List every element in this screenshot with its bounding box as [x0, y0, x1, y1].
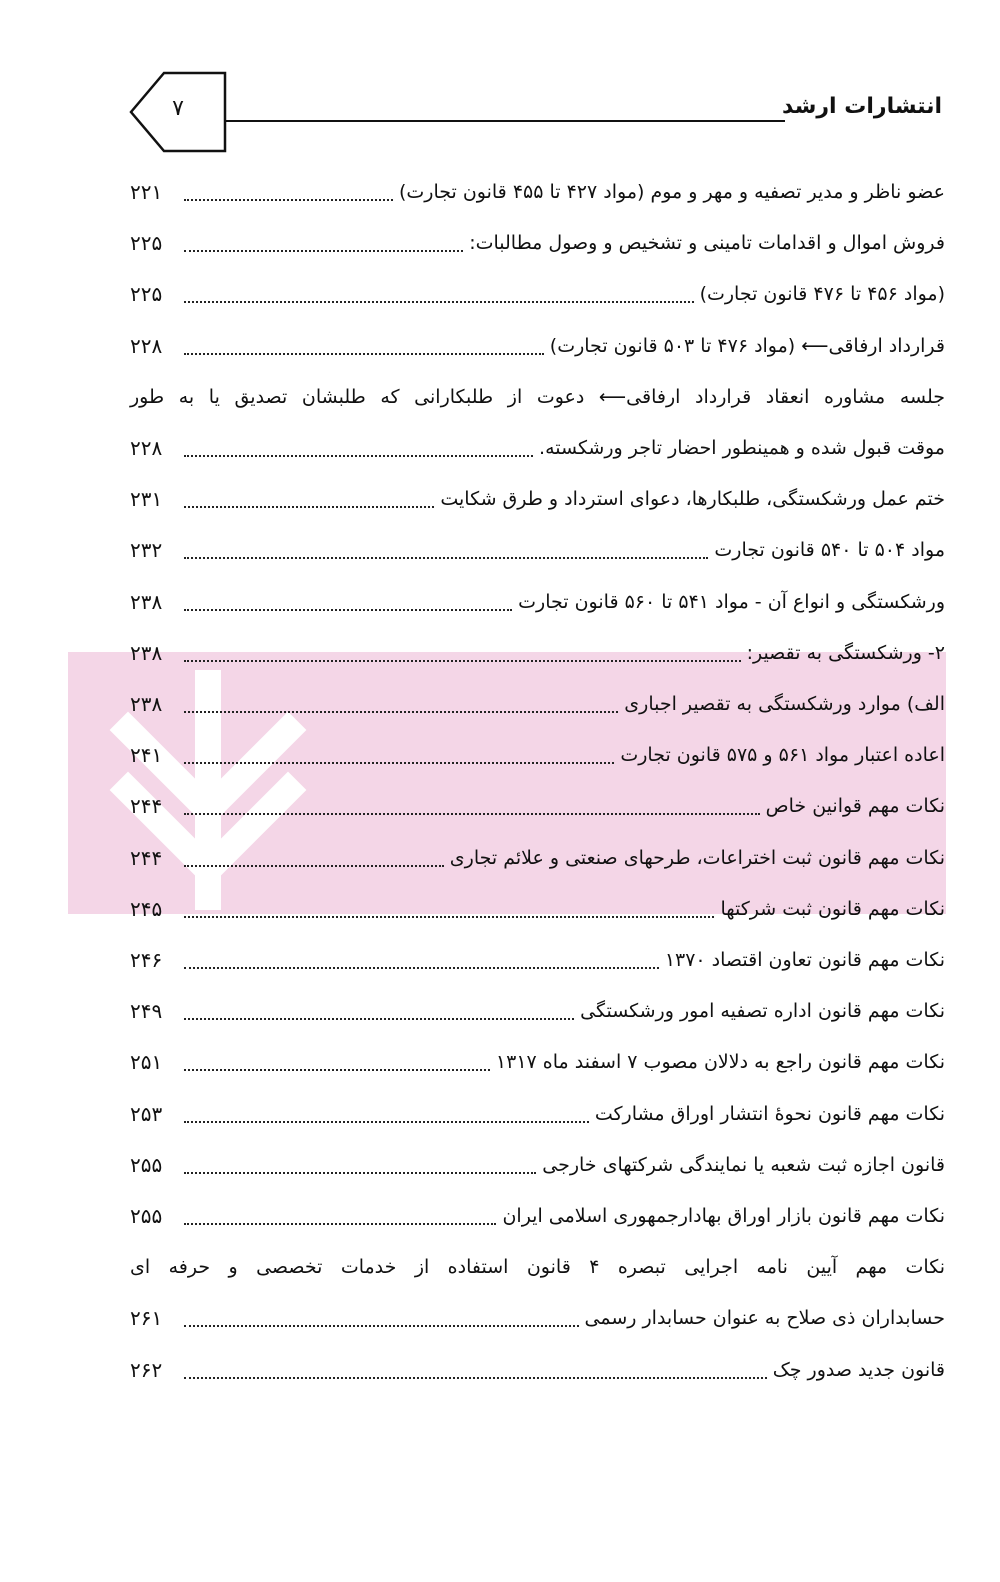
toc-leader-dots: [184, 967, 659, 969]
toc-entry: [130, 268, 945, 320]
publisher-name: انتشارات ارشد: [782, 94, 942, 119]
toc-entry-title: قانون جدید صدور چک: [772, 1358, 945, 1381]
toc-leader-dots: [184, 660, 741, 662]
toc-leader-dots: [184, 506, 434, 508]
toc-entry-title: فروش اموال و اقدامات تامینی و تشخیص و وصول مطالبات:: [469, 232, 945, 255]
toc-entry-page: ۲۳۸: [130, 640, 163, 665]
toc-entry-title: نکات مهم قانون راجع به دلالان مصوب ۷ اسفند ماه ۱۳۱۷: [495, 1051, 945, 1074]
toc-entry-title: نکات مهم قانون تعاون اقتصاد ۱۳۷۰: [664, 949, 945, 971]
toc-entry: [130, 1036, 945, 1088]
toc-entry-title: قانون اجازه ثبت شعبه یا نمایندگی شرکتهای خارجی: [542, 1153, 945, 1176]
toc-entry-page: ۲۵۱: [130, 1050, 163, 1075]
toc-entry-title: نکات مهم قانون بازار اوراق بهادارجمهوری اسلامی ایران: [502, 1205, 945, 1227]
toc-entry-title: الف) موارد ورشکستگی به تقصیر اجباری: [624, 693, 945, 715]
toc-leader-dots: [184, 916, 714, 918]
toc-entry-page: ۲۴۹: [130, 999, 163, 1024]
toc-entry-title: قرارداد ارفاقی⟵ (مواد ۴۷۶ تا ۵۰۳ قانون تجارت): [549, 334, 945, 357]
toc-entry: [130, 576, 945, 628]
toc-entry: [130, 371, 945, 423]
toc-entry: [130, 166, 945, 218]
toc-leader-dots: [184, 609, 512, 611]
toc-leader-dots: [184, 1121, 589, 1123]
toc-entry-title: اعاده اعتبار مواد ۵۶۱ و ۵۷۵ قانون تجارت: [620, 744, 945, 767]
toc-entry: [130, 832, 945, 884]
toc-leader-dots: [184, 1172, 536, 1174]
toc-entry-page: ۲۴۵: [130, 896, 163, 921]
toc-entry: [130, 883, 945, 935]
toc-entry: [130, 1344, 945, 1396]
toc-entry: [130, 217, 945, 269]
toc-leader-dots: [184, 1377, 767, 1379]
toc-entry: [130, 678, 945, 730]
toc-entry-title: عضو ناظر و مدیر تصفیه و مهر و موم (مواد ۴۲۷ تا ۴۵۵ قانون تجارت): [398, 181, 945, 203]
toc-entry-title: نکات مهم قوانین خاص: [765, 795, 945, 818]
toc-entry-page: ۲۲۵: [130, 231, 163, 256]
toc-entry-page: ۲۵۵: [130, 1204, 163, 1228]
toc-entry-page: ۲۴۶: [130, 948, 163, 972]
toc-entry: [130, 985, 945, 1037]
toc-entry: [130, 1190, 945, 1242]
toc-entry-title: نکات مهم قانون ثبت شرکتها: [720, 897, 945, 920]
toc-entry-title: نکات مهم آیین نامه اجرایی تبصره ۴ قانون استفاده از خدمات تخصصی و حرفه ای: [130, 1256, 946, 1279]
toc-entry: [130, 1139, 945, 1191]
toc-entry-page: ۲۳۲: [130, 538, 163, 563]
toc-entry-title: ورشکستگی و انواع آن - مواد ۵۴۱ تا ۵۶۰ قانون تجارت: [518, 590, 945, 613]
toc-entry: [130, 320, 945, 372]
toc-entry: [130, 422, 945, 474]
page-header: [0, 70, 1000, 160]
toc-leader-dots: [184, 557, 708, 559]
toc-entry-title: جلسه مشاوره انعقاد قرارداد ارفاقی⟵ دعوت از طلبکارانی که طلبشان تصدیق یا به طور: [130, 385, 945, 408]
toc-entry-title: نکات مهم قانون اداره تصفیه امور ورشکستگی: [580, 1000, 945, 1023]
toc-entry-title: موقت قبول شده و همینطور احضار تاجر ورشکسته.: [539, 437, 945, 459]
toc-entry-page: ۲۲۱: [130, 180, 163, 204]
toc-entry: [130, 473, 945, 525]
toc-leader-dots: [184, 1018, 574, 1020]
toc-entry: [130, 627, 945, 679]
toc-entry-page: ۲۵۵: [130, 1152, 163, 1177]
toc-leader-dots: [184, 250, 463, 252]
toc-leader-dots: [184, 762, 614, 764]
toc-entry-page: ۲۳۸: [130, 692, 163, 716]
toc-entry-page: ۲۶۱: [130, 1306, 163, 1331]
toc-entry-page: ۲۴۴: [130, 845, 163, 870]
toc-leader-dots: [184, 813, 760, 815]
toc-entry-page: ۲۲۵: [130, 282, 163, 307]
toc-entry-title: (مواد ۴۵۶ تا ۴۷۶ قانون تجارت): [699, 283, 945, 306]
toc-entry-title: نکات مهم قانون ثبت اختراعات، طرحهای صنعتی و علائم تجاری: [449, 846, 945, 869]
toc-entry-title: مواد ۵۰۴ تا ۵۴۰ قانون تجارت: [714, 539, 945, 562]
toc-entry-title: ختم عمل ورشکستگی، طلبکارها، دعوای استرداد و طرق شکایت: [440, 488, 945, 511]
toc-entry: [130, 1088, 945, 1140]
toc-entry-page: ۲۴۱: [130, 743, 163, 768]
toc-entry-page: ۲۵۳: [130, 1101, 163, 1126]
toc-entry-page: ۲۶۲: [130, 1357, 163, 1382]
toc-leader-dots: [184, 1223, 496, 1225]
toc-entry-page: ۲۲۸: [130, 333, 163, 358]
header-rule: [225, 120, 785, 122]
toc-entry: [130, 1241, 945, 1293]
toc-entry: [130, 780, 945, 832]
toc-leader-dots: [184, 1325, 579, 1327]
toc-entry-title: نکات مهم قانون نحوهٔ انتشار اوراق مشارکت: [594, 1102, 945, 1125]
toc-entry-page: ۲۳۱: [130, 487, 163, 512]
toc-leader-dots: [184, 301, 694, 303]
toc-entry: [130, 524, 945, 576]
toc-entry-page: ۲۲۸: [130, 436, 163, 460]
toc-entry-page: ۲۴۴: [130, 794, 163, 819]
toc-leader-dots: [184, 865, 444, 867]
toc-leader-dots: [184, 199, 393, 201]
toc-leader-dots: [184, 353, 544, 355]
toc-entry: [130, 729, 945, 781]
toc-entry-title: ۲- ورشکستگی به تقصیر:: [746, 641, 945, 664]
page-number: ۷: [172, 96, 184, 121]
toc-leader-dots: [184, 711, 618, 713]
toc-entry: [130, 1292, 945, 1344]
toc-leader-dots: [184, 1069, 490, 1071]
toc-leader-dots: [184, 455, 533, 457]
toc-entry-title: حسابداران ذی صلاح به عنوان حسابدار رسمی: [584, 1307, 945, 1330]
toc-entry-page: ۲۳۸: [130, 589, 163, 614]
toc-entry: [130, 934, 945, 986]
